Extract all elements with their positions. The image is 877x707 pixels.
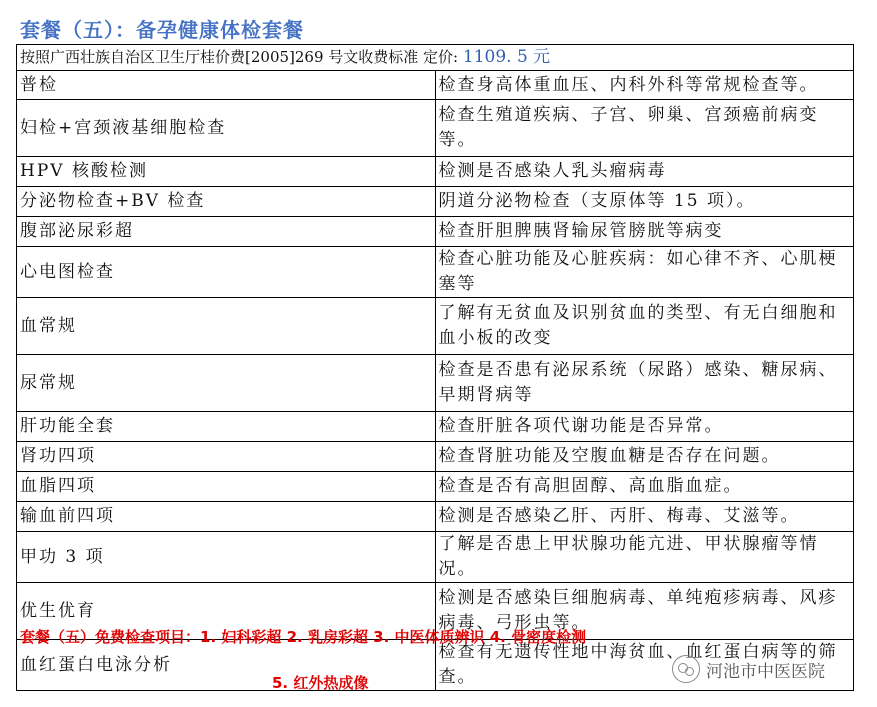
- exam-item-name: 血常规: [17, 298, 436, 355]
- table-row: [17, 187, 854, 217]
- wechat-icon: [672, 655, 700, 683]
- exam-item-name: 输血前四项: [17, 502, 436, 532]
- exam-item-description: 检测是否感染巨细胞病毒、单纯疱疹病毒、风疹病毒、弓形虫等。: [435, 583, 854, 640]
- exam-item-name: 优生优育: [17, 583, 436, 640]
- exam-item-description: 了解有无贫血及识别贫血的类型、有无白细胞和血小板的改变: [435, 298, 854, 355]
- free-items-line-1: 套餐（五）免费检查项目：1. 妇科彩超 2. 乳房彩超 3. 中医体质辨识 4. 骨密度检测: [20, 628, 587, 646]
- exam-item-description: 阴道分泌物检查（支原体等 15 项）。: [435, 187, 854, 217]
- table-header-row: [17, 45, 854, 71]
- watermark: [672, 655, 825, 683]
- table-row: [17, 442, 854, 472]
- table-row: [17, 217, 854, 247]
- exam-item-description: 检查是否有高胆固醇、高血脂血症。: [435, 472, 854, 502]
- exam-item-name: 肾功四项: [17, 442, 436, 472]
- exam-item-name: 腹部泌尿彩超: [17, 217, 436, 247]
- exam-item-description: 检查肝胆脾胰肾输尿管膀胱等病变: [435, 217, 854, 247]
- exam-item-description: 检查有无遗传性地中海贫血、血红蛋白病等的筛查。: [435, 640, 854, 691]
- table-row: [17, 71, 854, 100]
- package-table: [16, 44, 854, 691]
- exam-item-name: 甲功 3 项: [17, 532, 436, 583]
- exam-item-name: 尿常规: [17, 355, 436, 412]
- exam-item-name: 血脂四项: [17, 472, 436, 502]
- table-row: [17, 100, 854, 157]
- fee-standard-cell: [17, 45, 854, 71]
- exam-item-description: 检查身高体重血压、内科外科等常规检查等。: [435, 71, 854, 100]
- exam-item-description: 检查心脏功能及心脏疾病：如心律不齐、心肌梗塞等: [435, 247, 854, 298]
- table-row: [17, 157, 854, 187]
- exam-item-description: 检查是否患有泌尿系统（尿路）感染、糖尿病、早期肾病等: [435, 355, 854, 412]
- watermark-text: 河池市中医医院: [706, 661, 825, 682]
- price-value: 1109. 5 元: [462, 47, 551, 67]
- page-title: 套餐（五）：备孕健康体检套餐: [20, 18, 304, 42]
- table-row: [17, 247, 854, 298]
- exam-item-description: 检查肝脏各项代谢功能是否异常。: [435, 412, 854, 442]
- exam-item-description: 了解是否患上甲状腺功能亢进、甲状腺瘤等情况。: [435, 532, 854, 583]
- free-items-line-2: 5. 红外热成像: [272, 674, 369, 692]
- fee-standard-text: 按照广西壮族自治区卫生厅桂价费[2005]269 号文收费标准 定价:: [20, 48, 459, 66]
- exam-item-name: HPV 核酸检测: [17, 157, 436, 187]
- table-row: [17, 472, 854, 502]
- table-row: [17, 502, 854, 532]
- exam-item-description: 检查肾脏功能及空腹血糖是否存在问题。: [435, 442, 854, 472]
- table-row: [17, 532, 854, 583]
- exam-item-name: 分泌物检查+BV 检查: [17, 187, 436, 217]
- exam-item-name: 血红蛋白电泳分析: [17, 640, 436, 691]
- exam-item-description: 检测是否感染乙肝、丙肝、梅毒、艾滋等。: [435, 502, 854, 532]
- table-row: [17, 355, 854, 412]
- exam-item-description: 检查生殖道疾病、子宫、卵巢、宫颈癌前病变等。: [435, 100, 854, 157]
- exam-item-name: 妇检+宫颈液基细胞检查: [17, 100, 436, 157]
- table-row: [17, 412, 854, 442]
- exam-item-name: 肝功能全套: [17, 412, 436, 442]
- exam-item-description: 检测是否感染人乳头瘤病毒: [435, 157, 854, 187]
- exam-item-name: 普检: [17, 71, 436, 100]
- table-row: [17, 298, 854, 355]
- exam-item-name: 心电图检查: [17, 247, 436, 298]
